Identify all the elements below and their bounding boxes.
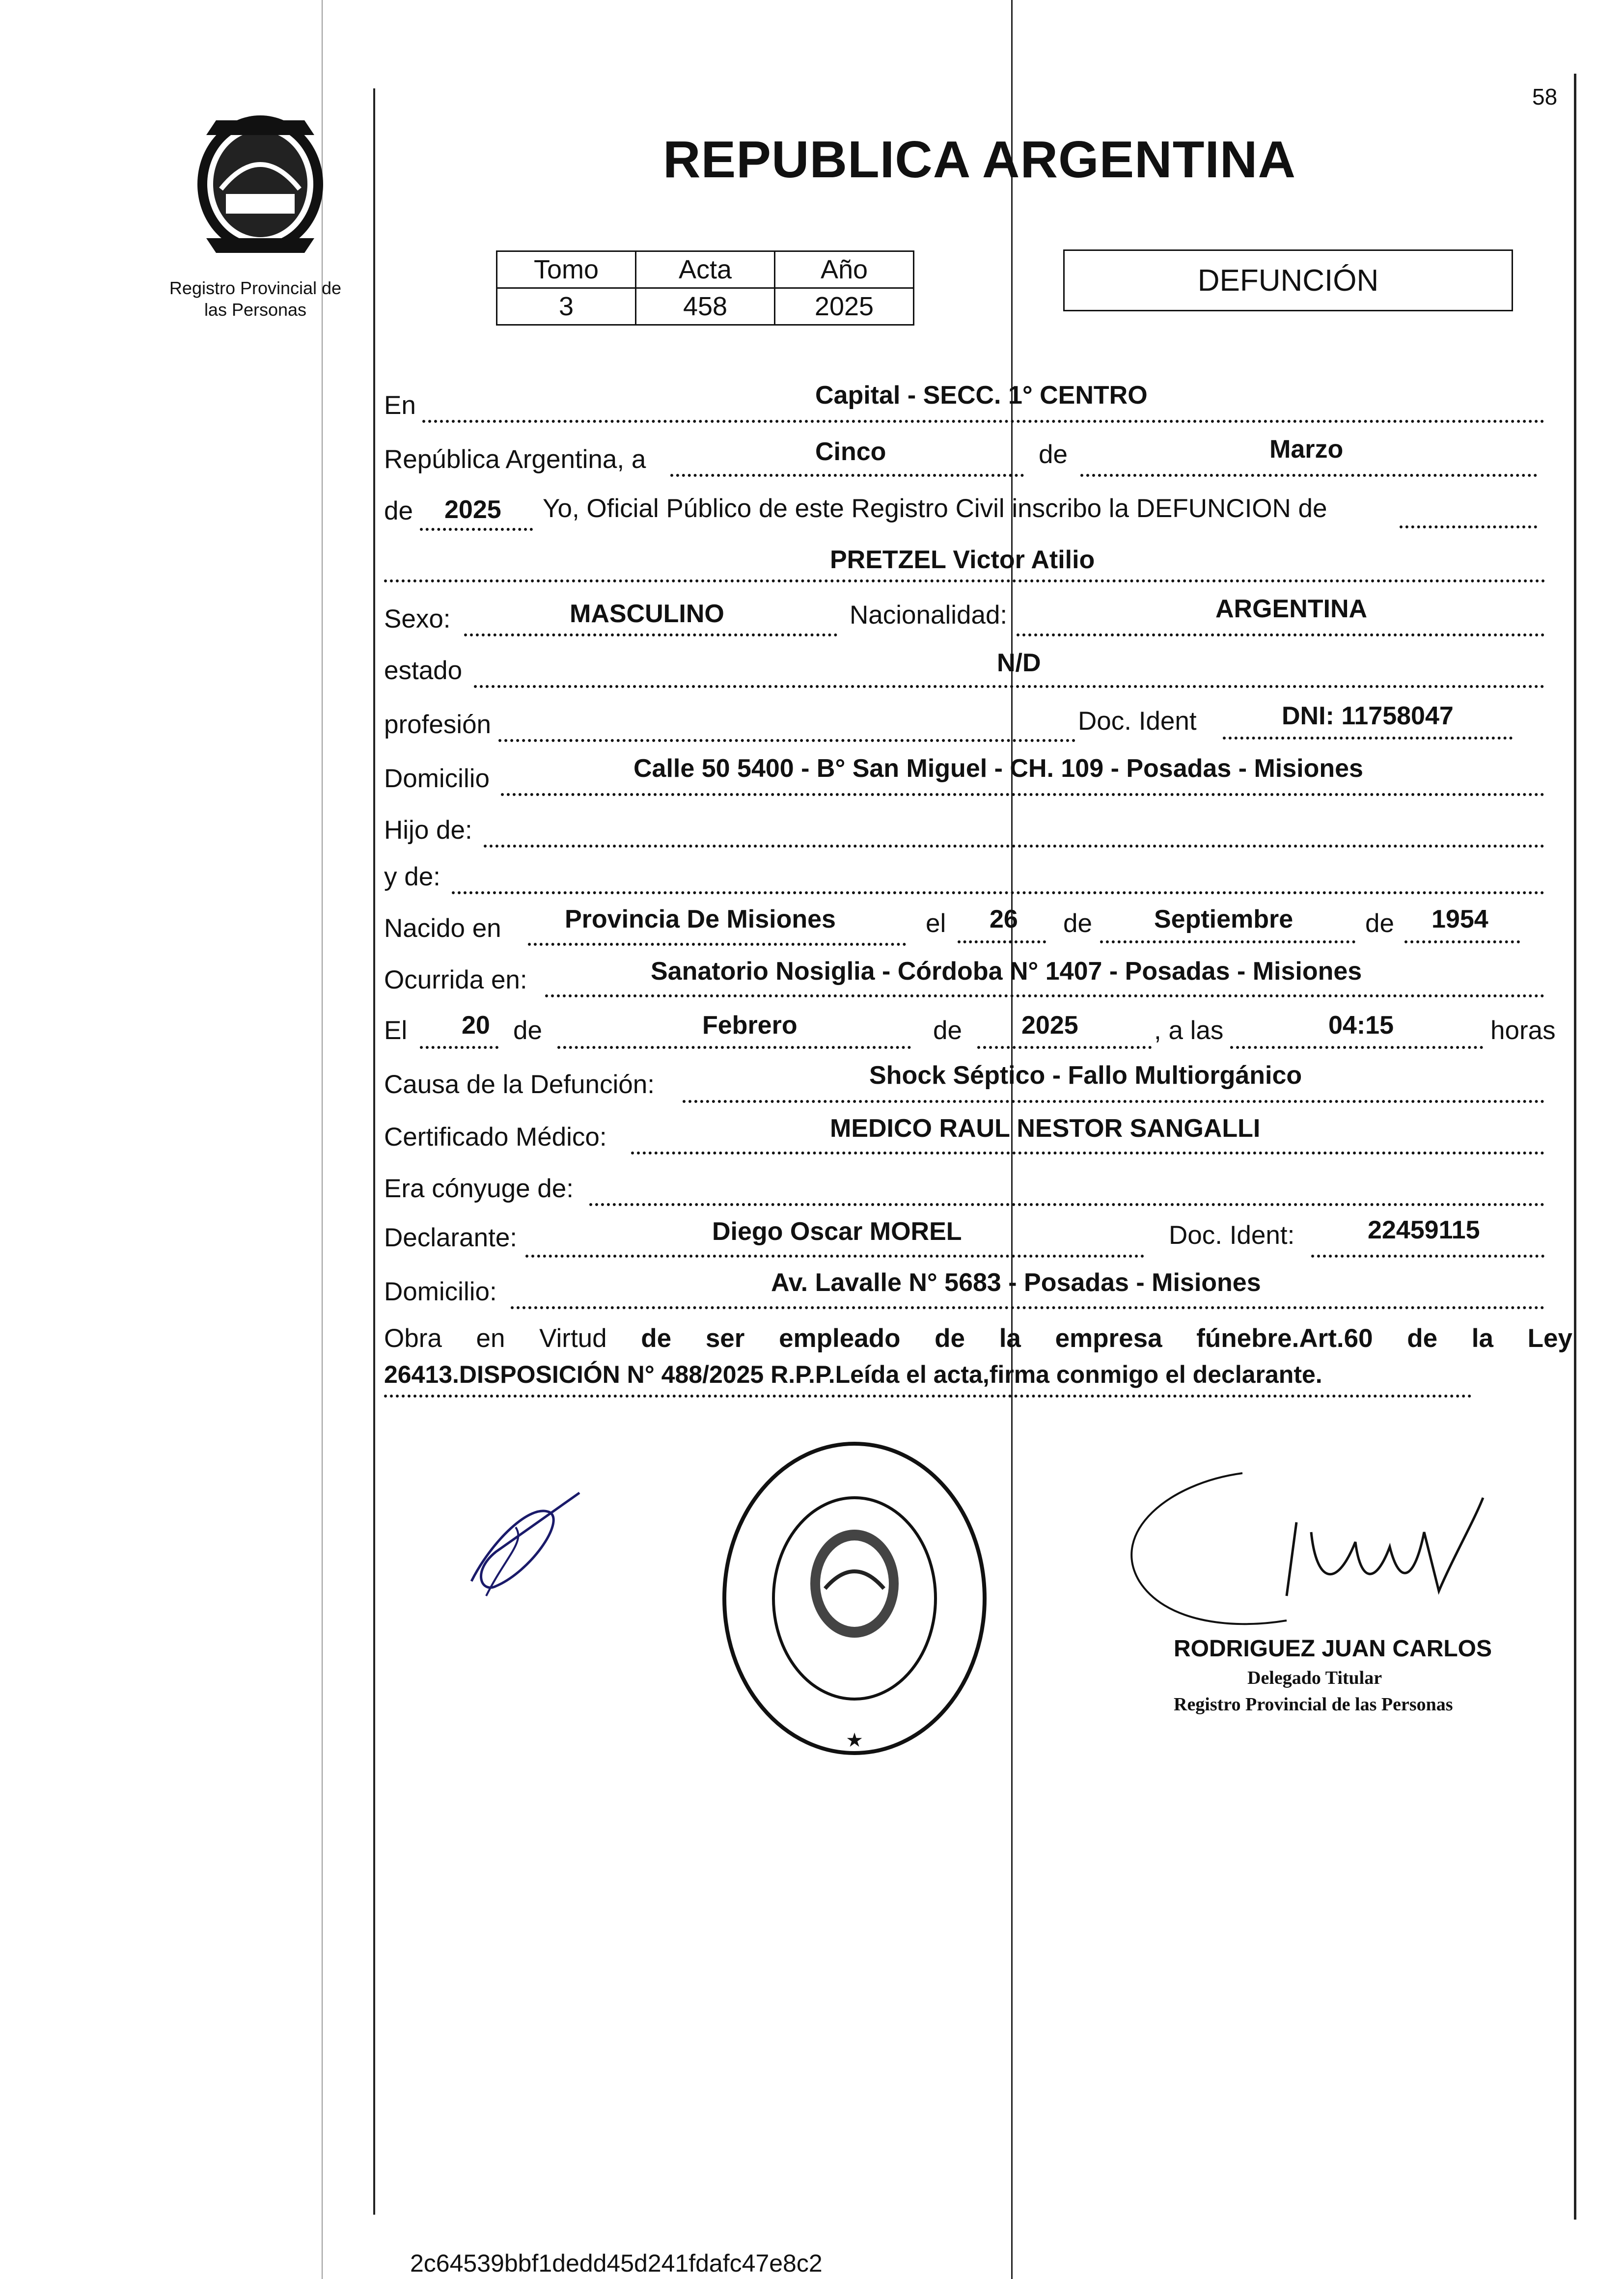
doc2-value: 22459115	[1368, 1216, 1480, 1244]
death-year: 2025	[1021, 1011, 1078, 1040]
de6-label: de	[933, 1016, 962, 1045]
yde-label: y de:	[384, 862, 440, 891]
profesion-line	[498, 739, 1075, 742]
domicilio2-value: Av. Lavalle N° 5683 - Posadas - Misiones	[771, 1268, 1261, 1297]
table-header-cell: Año	[775, 251, 914, 288]
doc-line	[1223, 737, 1513, 740]
death-time-line	[1230, 1046, 1483, 1049]
declarante-label: Declarante:	[384, 1223, 518, 1252]
left-margin-line	[373, 88, 375, 2215]
birth-month: Septiembre	[1154, 905, 1294, 934]
ocurrida-value: Sanatorio Nosiglia - Córdoba N° 1407 - Posadas - Misiones	[651, 957, 1362, 986]
month-value: Marzo	[1269, 435, 1344, 464]
right-margin-line	[1574, 74, 1576, 2220]
causa-label: Causa de la Defunción:	[384, 1070, 655, 1099]
far-left-line	[322, 0, 323, 2279]
declarant-signature-icon	[452, 1483, 589, 1611]
nacionalidad-label: Nacionalidad:	[850, 601, 1008, 630]
domicilio-value: Calle 50 5400 - B° San Miguel - CH. 109 - Posadas - Misiones	[633, 754, 1363, 783]
causa-line	[683, 1100, 1544, 1103]
obra-line2: 26413.DISPOSICIÓN N° 488/2025 R.P.P.Leída el acta,firma conmigo el declarante.	[384, 1361, 1322, 1388]
certificado-line	[631, 1152, 1544, 1154]
death-day-line	[420, 1046, 498, 1049]
declarante-value: Diego Oscar MOREL	[712, 1217, 962, 1246]
deceased-name: PRETZEL Victor Atilio	[830, 546, 1095, 574]
declarante-line	[525, 1255, 1144, 1258]
name-line	[384, 579, 1545, 582]
domicilio-line	[501, 793, 1544, 796]
horas-label: horas	[1490, 1016, 1556, 1045]
de-label: de	[1039, 440, 1068, 469]
death-time: 04:15	[1328, 1011, 1394, 1040]
conyuge-label: Era cónyuge de:	[384, 1174, 574, 1203]
de3-label: de	[1063, 909, 1092, 938]
year-line	[420, 528, 533, 531]
hijo-label: Hijo de:	[384, 816, 472, 845]
de5-label: de	[513, 1016, 542, 1045]
domicilio2-line	[511, 1306, 1544, 1309]
sexo-line	[464, 633, 837, 636]
registry-stamp-icon	[717, 1436, 992, 1760]
nacido-value: Provincia De Misiones	[565, 905, 836, 934]
signatory-block	[1174, 1635, 1492, 1715]
table-row	[497, 288, 914, 325]
birth-year-line	[1404, 940, 1520, 943]
sexo-label: Sexo:	[384, 604, 451, 633]
causa-value: Shock Séptico - Fallo Multiorgánico	[869, 1061, 1302, 1090]
nacido-line	[528, 943, 906, 946]
day-line	[670, 474, 1024, 477]
table-cell: 2025	[775, 288, 914, 325]
en-line	[422, 420, 1544, 423]
en-label: En	[384, 391, 416, 420]
birth-day: 26	[990, 905, 1018, 934]
day-value: Cinco	[815, 438, 886, 466]
signatory-title: Delegado Titular	[1247, 1668, 1382, 1688]
ocurrida-line	[545, 994, 1544, 997]
record-type-box: DEFUNCIÓN	[1063, 249, 1513, 311]
month-line	[1080, 474, 1537, 477]
record-table	[496, 250, 914, 326]
profesion-label: profesión	[384, 710, 492, 739]
certificado-value: MEDICO RAUL NESTOR SANGALLI	[830, 1114, 1261, 1143]
death-month-line	[557, 1046, 911, 1049]
year-value: 2025	[444, 495, 501, 524]
el-label: el	[926, 909, 946, 938]
birth-day-line	[958, 940, 1046, 943]
table-cell: 458	[636, 288, 775, 325]
yde-line	[452, 891, 1544, 894]
svg-text:★: ★	[846, 1730, 863, 1751]
de2-label: de	[384, 496, 413, 525]
obra-line1: Obra en Virtud de ser empleado de la empresa fúnebre.Art.60 de la Ley	[384, 1324, 1572, 1353]
sexo-value: MASCULINO	[570, 600, 724, 628]
hijo-line	[484, 845, 1544, 848]
birth-month-line	[1100, 940, 1355, 943]
signatory-name: RODRIGUEZ JUAN CARLOS	[1174, 1636, 1492, 1662]
doc2-label: Doc. Ident:	[1169, 1221, 1295, 1250]
oficial-text: Yo, Oficial Público de este Registro Civil inscribo la DEFUNCION de	[543, 494, 1327, 523]
estado-label: estado	[384, 656, 463, 685]
official-signature-icon	[1080, 1434, 1522, 1670]
table-header-cell: Acta	[636, 251, 775, 288]
death-day: 20	[462, 1011, 490, 1040]
republica-label: República Argentina, a	[384, 445, 646, 474]
doc-label: Doc. Ident	[1078, 707, 1197, 736]
domicilio2-label: Domicilio:	[384, 1277, 497, 1306]
death-month: Febrero	[702, 1011, 798, 1040]
table-header-cell: Tomo	[497, 251, 636, 288]
table-row	[497, 251, 914, 288]
doc2-line	[1311, 1255, 1544, 1258]
signatory-office: Registro Provincial de las Personas	[1174, 1694, 1453, 1715]
conyuge-line	[589, 1203, 1544, 1206]
document-hash: 2c64539bbf1dedd45d241fdafc47e8c2	[410, 2250, 823, 2277]
en-value: Capital - SECC. 1° CENTRO	[815, 381, 1148, 410]
estado-value: N/D	[997, 649, 1041, 677]
provincial-seal-icon	[187, 110, 334, 258]
nacionalidad-line	[1017, 633, 1544, 636]
death-year-line	[977, 1046, 1152, 1049]
certificado-label: Certificado Médico:	[384, 1123, 607, 1152]
birth-year: 1954	[1431, 905, 1488, 934]
obra-underline	[384, 1395, 1472, 1398]
table-cell: 3	[497, 288, 636, 325]
registry-label: Registro Provincial de las Personas	[169, 278, 342, 320]
de4-label: de	[1365, 909, 1394, 938]
domicilio-label: Domicilio	[384, 764, 490, 793]
page-title: REPUBLICA ARGENTINA	[663, 131, 1296, 189]
name-line-start	[1400, 525, 1537, 528]
el2-label: El	[384, 1016, 408, 1045]
doc-value: DNI: 11758047	[1282, 702, 1454, 730]
estado-line	[474, 685, 1544, 688]
ocurrida-label: Ocurrida en:	[384, 965, 527, 994]
page-number: 58	[1532, 84, 1558, 110]
nacionalidad-value: ARGENTINA	[1215, 595, 1368, 623]
nacido-label: Nacido en	[384, 914, 501, 943]
alas-label: , a las	[1154, 1016, 1224, 1045]
